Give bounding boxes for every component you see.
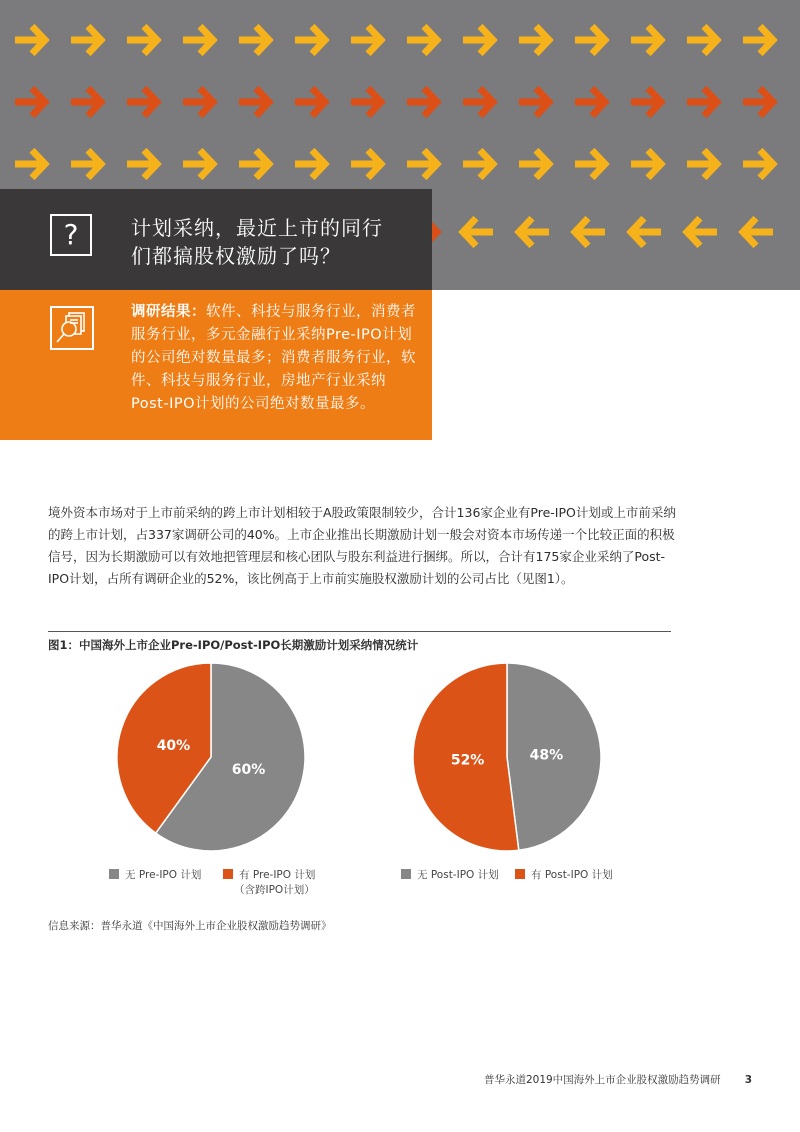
page-number: 3 [744,1074,752,1086]
arrow-icon [351,150,381,178]
arrow-icon [407,88,437,116]
pie-charts [0,655,800,855]
arrow-icon [127,150,157,178]
legend-swatch-gray [109,869,119,879]
arrow-icon [631,26,661,54]
legend-label: 无 Pre-IPO 计划 [125,869,202,881]
page-footer [484,1072,752,1087]
arrow-icon [295,26,325,54]
arrow-icon [631,88,661,116]
arrow-icon [631,150,661,178]
arrow-icon [239,88,269,116]
legend-label: 有 Post-IPO 计划 [531,869,613,881]
pie-2-label-2: 52% [450,752,485,769]
pie-2-label-1: 48% [529,747,564,764]
arrow-icon [183,88,213,116]
arrow-icon [183,26,213,54]
arrow-icon [687,218,717,246]
arrow-icon [519,88,549,116]
question-mark-icon: ? [50,214,92,256]
arrow-icon [15,88,45,116]
arrow-icon [15,150,45,178]
arrow-icon [71,88,101,116]
arrow-icon [71,26,101,54]
body-paragraph: 境外资本市场对于上市前采纳的跨上市计划相较于A股政策限制较少，合计136家企业有Pre-IPO计划或上市前采纳的跨上市计划，占337家调研公司的40%。上市企业推出长期激励计划一般会对资本市场传递一个比较正面的积极信号，因为长期激励可以有效地把管理层和核心团队与股东利益进行捆绑。所以，合计有175家企业采纳了Post-IPO计划，占所有调研企业的52%，该比例高于上市前实施股权激励计划的公司占比（见图1）。 [48,505,676,586]
arrow-icon [575,218,605,246]
legend-label: 有 Pre-IPO 计划 [239,869,316,881]
arrow-icon [407,150,437,178]
question-title [131,214,421,270]
arrow-icon [687,26,717,54]
legend-item-no-post-ipo [401,867,499,882]
arrow-icon [575,26,605,54]
arrow-icon [575,150,605,178]
pie-1-label-2: 40% [156,737,191,754]
legend-item-has-pre-ipo [223,867,315,882]
arrow-icon [351,26,381,54]
figure-title: 图1：中国海外上市企业Pre-IPO/Post-IPO长期激励计划采纳情况统计 [48,638,419,652]
legend-label: 无 Post-IPO 计划 [417,869,499,881]
legend-swatch-orange [515,869,525,879]
arrow-icon [519,218,549,246]
arrow-icon [743,88,773,116]
arrow-icon [239,26,269,54]
pie-1-label-1: 60% [231,762,266,779]
arrow-icon [183,150,213,178]
footer-title: 普华永道2019中国海外上市企业股权激励趋势调研 [483,1074,721,1086]
result-text [131,301,416,416]
legend-swatch-gray [401,869,411,879]
result-body: 软件、科技与服务行业，消费者服务行业，多元金融行业采纳Pre-IPO计划的公司绝对数量最多；消费者服务行业，软件、科技与服务行业，房地产行业采纳Post-IPO计划的公司绝对数量最多。 [131,304,416,412]
question-title-line-2: 们都搞股权激励了吗？ [131,244,341,268]
arrow-icon [743,26,773,54]
arrow-icon [743,218,773,246]
source-note: 信息来源：普华永道《中国海外上市企业股权激励趋势调研》 [48,920,332,932]
arrow-icon [463,88,493,116]
figure-divider [48,631,671,632]
arrow-icon [519,26,549,54]
arrow-icon [15,26,45,54]
arrow-icon [407,26,437,54]
arrow-icon [71,150,101,178]
arrow-icon [295,88,325,116]
arrow-icon [575,88,605,116]
arrow-icon [519,150,549,178]
arrow-icon [743,150,773,178]
arrow-icon [463,218,493,246]
arrow-icon [239,150,269,178]
legend-note-cross-ipo: （含跨IPO计划） [234,884,315,896]
arrow-icon [295,150,325,178]
arrow-icon [631,218,661,246]
arrow-icon [127,26,157,54]
document-magnifier-icon [50,306,94,350]
arrow-icon [463,150,493,178]
question-title-line-1: 计划采纳，最近上市的同行 [131,216,383,240]
legend-swatch-orange [223,869,233,879]
legend-item-no-pre-ipo [109,867,201,882]
arrow-icon [127,88,157,116]
legend-item-has-post-ipo [515,867,613,882]
arrow-icon [463,26,493,54]
arrow-icon [351,88,381,116]
arrow-icon [687,88,717,116]
result-label: 调研结果： [131,304,206,320]
arrow-icon [687,150,717,178]
